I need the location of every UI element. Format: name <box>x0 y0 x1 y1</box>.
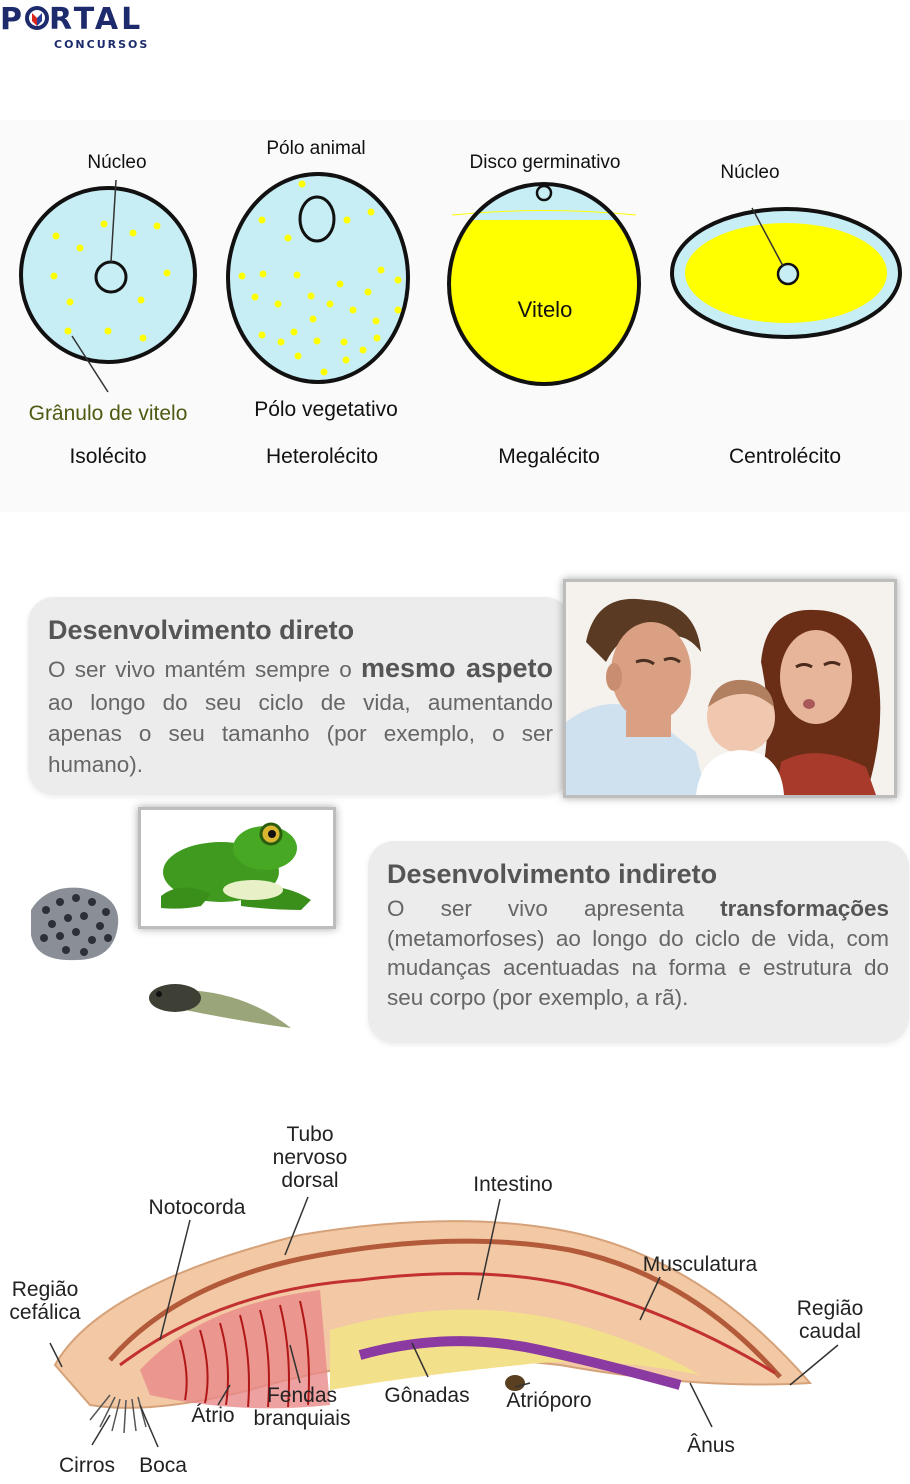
logo-o-emblem <box>25 4 49 32</box>
family-photo <box>563 579 897 798</box>
label-heterolecito-bottom-label: Pólo vegetativo <box>254 398 398 421</box>
amphioxus-anatomy-diagram <box>0 1115 910 1479</box>
label-megalecito-name: Megalécito <box>498 445 600 468</box>
label-notocorda: Notocorda <box>148 1196 246 1219</box>
label-regiao-caudal-1: Região <box>796 1297 864 1320</box>
label-megalecito-center-label: Vitelo <box>517 297 573 322</box>
indirect-development-card <box>368 841 909 1043</box>
label-regiao-cefalica-2: cefálica <box>9 1301 81 1324</box>
label-anus: Ânus <box>687 1434 735 1457</box>
label-regiao-caudal-2: caudal <box>799 1320 861 1343</box>
heterolecito-egg <box>228 138 408 468</box>
tadpole-image <box>145 978 295 1038</box>
indirect-development-title: Desenvolvimento indireto <box>387 859 718 889</box>
label-heterolecito-top-label: Pólo animal <box>266 138 366 159</box>
portal-concursos-logo <box>0 0 170 60</box>
megalecito-egg <box>440 152 650 468</box>
frog-eggs-image <box>26 880 126 965</box>
label-heterolecito-name: Heterolécito <box>265 445 379 468</box>
label-gonadas: Gônadas <box>384 1384 470 1407</box>
label-cirros: Cirros <box>59 1454 115 1477</box>
label-intestino: Intestino <box>473 1173 553 1196</box>
isolecito-egg <box>21 152 195 468</box>
label-atrio: Átrio <box>191 1404 235 1427</box>
label-boca: Boca <box>139 1454 187 1477</box>
label-centrolecito-name: Centrolécito <box>728 445 842 468</box>
label-isolecito-granule-label: Grânulo de vitelo <box>28 402 188 425</box>
logo-wordmark: P RTAL <box>0 2 144 37</box>
logo-subtitle: CONCURSOS <box>54 38 150 51</box>
centrolecito-egg <box>672 162 900 468</box>
label-fendas-1: Fendas <box>266 1384 338 1407</box>
egg-types-diagram <box>0 120 910 512</box>
label-fendas-2: branquiais <box>253 1407 351 1430</box>
label-tubo-1: Tubo <box>286 1123 334 1146</box>
label-atrioporo: Atrióporo <box>506 1389 592 1412</box>
label-isolecito-name: Isolécito <box>69 445 147 468</box>
label-musculatura: Musculatura <box>642 1253 758 1276</box>
label-isolecito-nucleus-label: Núcleo <box>87 152 147 173</box>
label-tubo-3: dorsal <box>281 1169 339 1192</box>
direct-development-title: Desenvolvimento direto <box>48 615 355 645</box>
label-megalecito-top-label: Disco germinativo <box>469 152 621 173</box>
label-regiao-cefalica-1: Região <box>11 1278 79 1301</box>
direct-development-text: O ser vivo mantém sempre o mesmo aspeto ao longo do seu ciclo de vida, aumentando apenas o seu tamanho (por exemplo, o ser humano). <box>48 653 553 778</box>
direct-development-card <box>28 597 571 795</box>
frog-photo <box>138 807 336 929</box>
label-tubo-2: nervoso <box>272 1146 348 1169</box>
indirect-development-text: O ser vivo apresenta transformações (metamorfoses) ao longo do ciclo de vida, com mudanças acentuadas na forma e estrutura do seu corpo (por exemplo, a rã). <box>387 896 889 1011</box>
label-centrolecito-nucleus-label: Núcleo <box>720 162 780 183</box>
